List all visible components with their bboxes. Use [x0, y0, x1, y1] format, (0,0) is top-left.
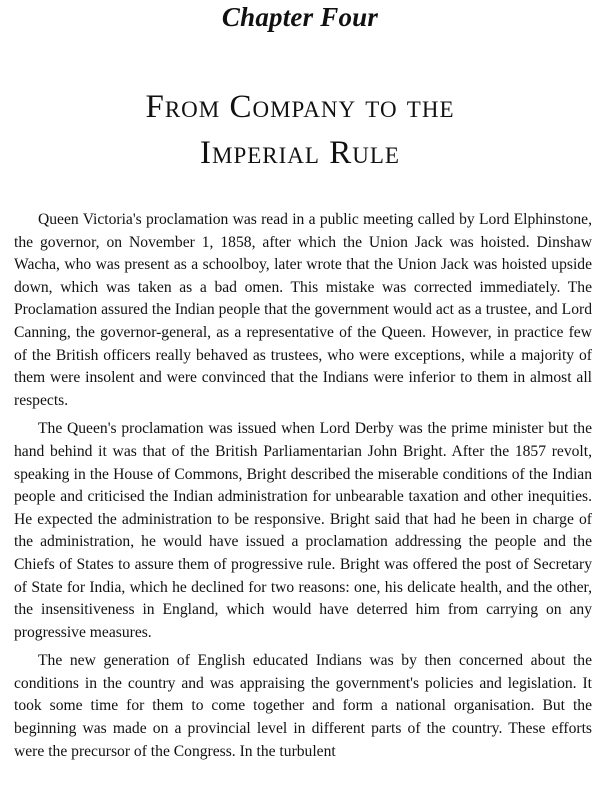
- paragraph-3: The new generation of English educated Indians was by then concerned about the conditions in the country and was appraising the government's policies and legislation. It took some time for them to come together and form a national organisation. But the beginning was made on a provincial level in different parts of the country. These efforts were the precursor of the Congress. In the turbulent: [14, 652, 592, 760]
- body-text: [14, 209, 592, 769]
- chapter-label: Chapter Four: [221, 2, 379, 32]
- paragraph-2: The Queen's proclamation was issued when Lord Derby was the prime minister but the hand behind it was that of the British Parliamentarian John Bright. After the 1857 revolt, speaking in the House of Commons, Bright described the miserable conditions of the Indian people and criticised the Indian administration for unbearable taxation and other inequities. He expected the administration to be responsive. Bright said that had he been in charge of the administration, he would have issued a proclamation addressing the people and the Chiefs of States to assure them of progressive rule. Bright was offered the post of Secretary of State for India, which he declined for two reasons: one, his delicate health, and the other, the insensitiveness in England, which would have deterred him from carrying on any progressive measures.: [14, 420, 592, 641]
- chapter-title-line-2: Imperial Rule: [200, 135, 400, 172]
- chapter-title-line-1: From Company to the: [145, 89, 455, 126]
- paragraph-1: Queen Victoria's proclamation was read in a public meeting called by Lord Elphinstone, the governor, on November 1, 1858, after which the Union Jack was hoisted. Dinshaw Wacha, who was present as a schoolboy, later wrote that the Union Jack was hoisted upside down, which was taken as a bad omen. This mistake was corrected immediately. The Proclamation assured the Indian people that the government would act as a trustee, and Lord Canning, the governor-general, as a representative of the Queen. However, in practice few of the British officers really behaved as trustees, who were exceptions, while a majority of them were insolent and were convinced that the Indians were inferior to them in almost all respects.: [14, 211, 592, 409]
- chapter-title: [0, 84, 600, 176]
